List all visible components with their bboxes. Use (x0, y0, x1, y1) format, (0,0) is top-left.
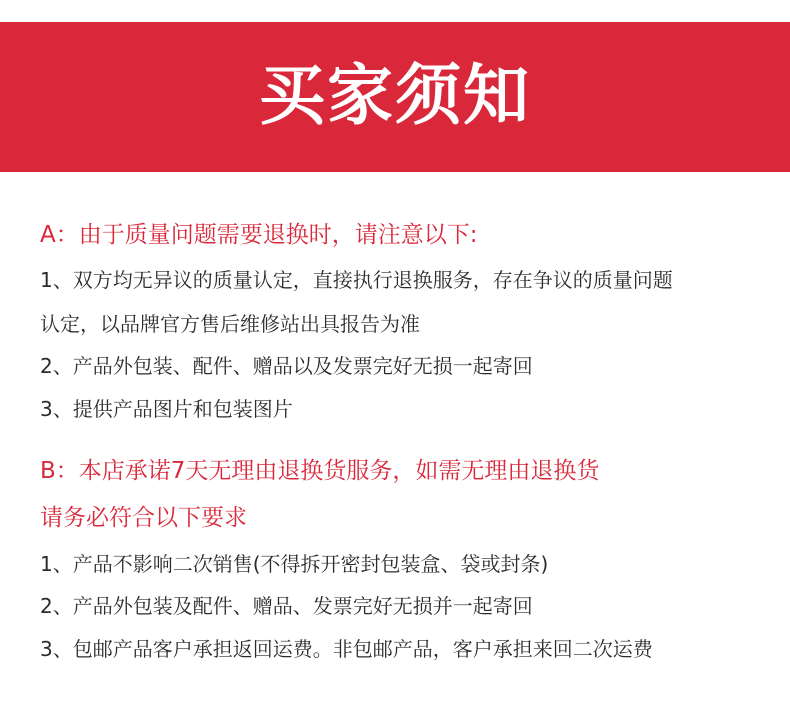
section-a-heading: A：由于质量问题需要退换时，请注意以下: (40, 222, 478, 248)
section-a-line-4: 3、提供产品图片和包装图片 (40, 397, 293, 421)
section-a-line-2: 认定，以品牌官方售后维修站出具报告为准 (40, 312, 420, 336)
section-b-line-2: 2、产品外包装及配件、赠品、发票完好无损并一起寄回 (40, 594, 533, 618)
section-b-line-1: 1、产品不影响二次销售(不得拆开密封包装盒、袋或封条) (40, 552, 549, 576)
header-banner (0, 22, 790, 172)
section-b-line-3: 3、包邮产品客户承担返回运费。非包邮产品，客户承担来回二次运费 (40, 637, 653, 661)
section-b-heading-1: B：本店承诺7天无理由退换货服务，如需无理由退换货 (40, 458, 600, 484)
section-a-line-3: 2、产品外包装、配件、赠品以及发票完好无损一起寄回 (40, 354, 533, 378)
section-b-heading-2: 请务必符合以下要求 (40, 505, 247, 531)
section-a-line-1: 1、双方均无异议的质量认定，直接执行退换服务，存在争议的质量问题 (40, 268, 673, 292)
page-title: 买家须知 (259, 57, 531, 134)
